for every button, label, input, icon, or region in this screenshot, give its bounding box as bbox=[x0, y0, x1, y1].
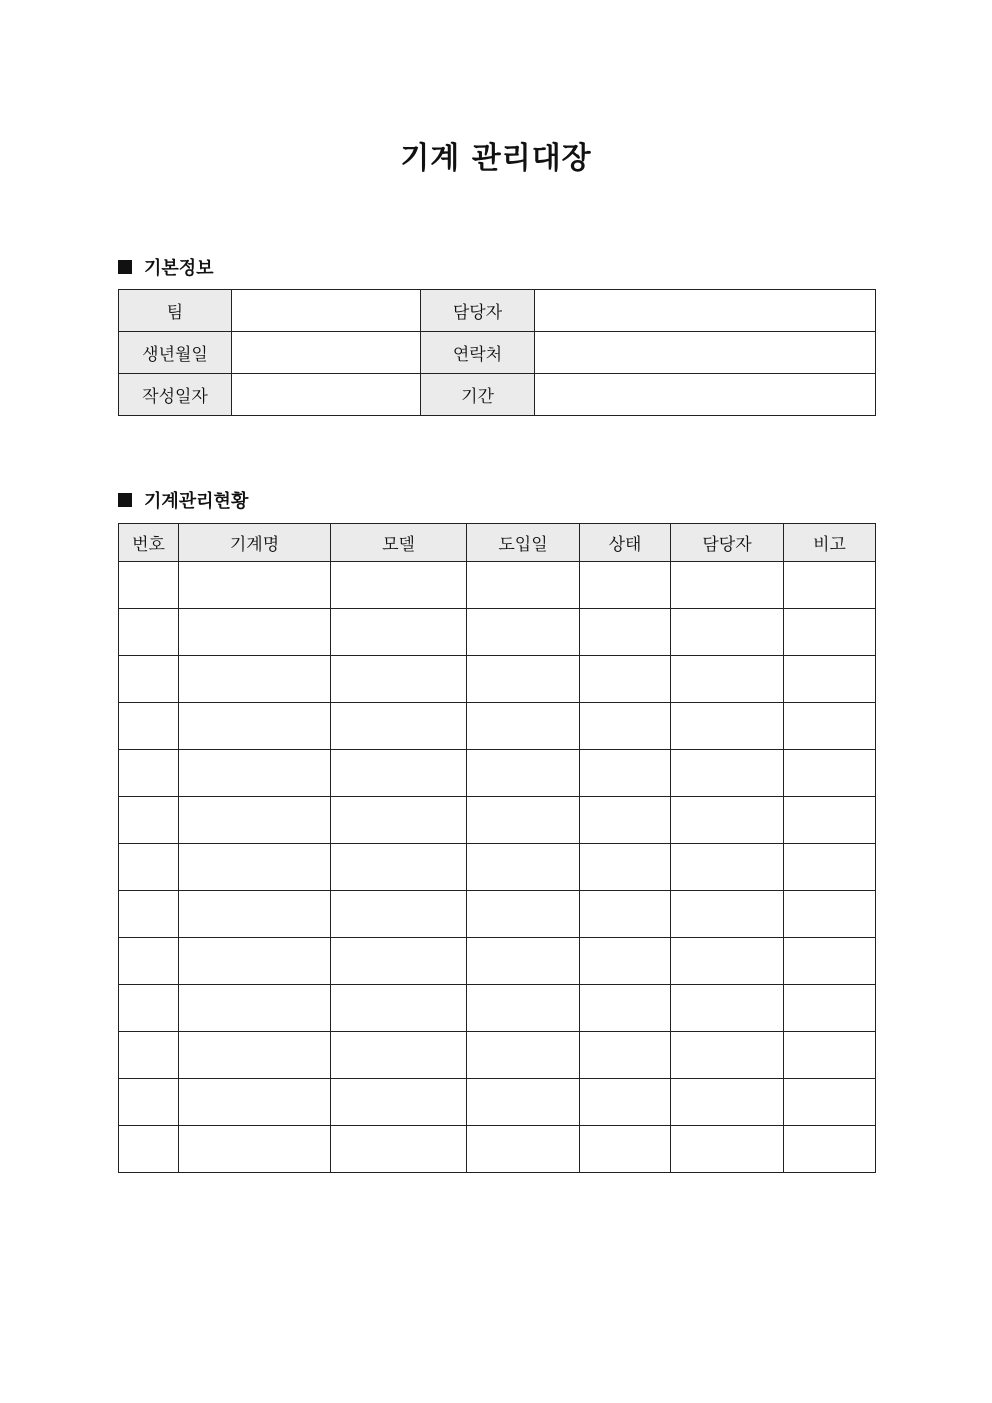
management-heading-label: 기계관리현황 bbox=[144, 491, 249, 512]
table-row bbox=[119, 609, 876, 656]
table-cell[interactable] bbox=[784, 609, 876, 656]
info-value-field[interactable] bbox=[232, 374, 421, 416]
table-cell[interactable] bbox=[467, 985, 580, 1032]
table-cell[interactable] bbox=[119, 1079, 179, 1126]
info-row bbox=[119, 290, 876, 332]
table-cell[interactable] bbox=[119, 750, 179, 797]
table-cell[interactable] bbox=[119, 985, 179, 1032]
column-header: 기계명 bbox=[179, 524, 331, 562]
info-value-field[interactable] bbox=[535, 290, 876, 332]
table-cell[interactable] bbox=[580, 985, 671, 1032]
info-row bbox=[119, 374, 876, 416]
table-cell[interactable] bbox=[119, 609, 179, 656]
table-cell[interactable] bbox=[467, 844, 580, 891]
table-row bbox=[119, 1079, 876, 1126]
table-cell[interactable] bbox=[784, 938, 876, 985]
table-cell[interactable] bbox=[784, 562, 876, 609]
table-cell[interactable] bbox=[784, 891, 876, 938]
table-cell[interactable] bbox=[467, 1032, 580, 1079]
table-row bbox=[119, 797, 876, 844]
table-cell[interactable] bbox=[179, 1032, 331, 1079]
table-cell[interactable] bbox=[179, 703, 331, 750]
table-cell[interactable] bbox=[467, 609, 580, 656]
square-bullet-icon bbox=[118, 260, 132, 274]
table-cell[interactable] bbox=[671, 750, 784, 797]
table-cell[interactable] bbox=[784, 1079, 876, 1126]
table-cell[interactable] bbox=[179, 609, 331, 656]
table-cell[interactable] bbox=[331, 1032, 467, 1079]
table-cell[interactable] bbox=[119, 844, 179, 891]
table-cell[interactable] bbox=[580, 656, 671, 703]
info-value-field[interactable] bbox=[232, 332, 421, 374]
basic-info-heading bbox=[118, 254, 214, 280]
table-row bbox=[119, 703, 876, 750]
page-title: 기계 관리대장 bbox=[400, 141, 592, 176]
table-cell[interactable] bbox=[179, 985, 331, 1032]
table-cell[interactable] bbox=[331, 703, 467, 750]
table-cell[interactable] bbox=[784, 1032, 876, 1079]
table-cell[interactable] bbox=[119, 562, 179, 609]
table-cell[interactable] bbox=[580, 891, 671, 938]
table-cell[interactable] bbox=[580, 703, 671, 750]
table-cell[interactable] bbox=[580, 562, 671, 609]
info-label: 팀 bbox=[119, 290, 232, 332]
square-bullet-icon bbox=[118, 493, 132, 507]
table-cell[interactable] bbox=[179, 797, 331, 844]
table-cell[interactable] bbox=[580, 1126, 671, 1173]
basic-info-heading-label: 기본정보 bbox=[144, 258, 214, 279]
column-header: 상태 bbox=[580, 524, 671, 562]
table-cell[interactable] bbox=[119, 891, 179, 938]
table-cell[interactable] bbox=[331, 609, 467, 656]
table-cell[interactable] bbox=[179, 750, 331, 797]
table-cell[interactable] bbox=[671, 562, 784, 609]
machine-management-table bbox=[118, 523, 876, 1173]
table-row bbox=[119, 656, 876, 703]
table-cell[interactable] bbox=[179, 844, 331, 891]
table-row bbox=[119, 844, 876, 891]
table-header-row bbox=[119, 524, 876, 562]
table-cell[interactable] bbox=[331, 797, 467, 844]
table-cell[interactable] bbox=[671, 609, 784, 656]
table-cell[interactable] bbox=[331, 844, 467, 891]
info-value-field[interactable] bbox=[535, 374, 876, 416]
table-cell[interactable] bbox=[467, 750, 580, 797]
column-header: 비고 bbox=[784, 524, 876, 562]
table-cell[interactable] bbox=[671, 938, 784, 985]
table-cell[interactable] bbox=[671, 1079, 784, 1126]
table-row bbox=[119, 750, 876, 797]
table-cell[interactable] bbox=[671, 656, 784, 703]
table-cell[interactable] bbox=[671, 891, 784, 938]
table-cell[interactable] bbox=[119, 938, 179, 985]
table-cell[interactable] bbox=[331, 656, 467, 703]
table-row bbox=[119, 562, 876, 609]
table-cell[interactable] bbox=[467, 797, 580, 844]
table-cell[interactable] bbox=[784, 656, 876, 703]
table-cell[interactable] bbox=[331, 750, 467, 797]
table-cell[interactable] bbox=[671, 844, 784, 891]
column-header: 도입일 bbox=[467, 524, 580, 562]
table-cell[interactable] bbox=[580, 750, 671, 797]
basic-info-table bbox=[118, 289, 876, 416]
table-cell[interactable] bbox=[179, 1079, 331, 1126]
table-row bbox=[119, 1032, 876, 1079]
table-cell[interactable] bbox=[671, 1032, 784, 1079]
column-header: 담당자 bbox=[671, 524, 784, 562]
column-header: 번호 bbox=[119, 524, 179, 562]
table-cell[interactable] bbox=[119, 1032, 179, 1079]
table-cell[interactable] bbox=[331, 1126, 467, 1173]
table-row bbox=[119, 891, 876, 938]
table-cell[interactable] bbox=[671, 703, 784, 750]
table-cell[interactable] bbox=[467, 1079, 580, 1126]
table-cell[interactable] bbox=[784, 985, 876, 1032]
table-cell[interactable] bbox=[119, 797, 179, 844]
table-cell[interactable] bbox=[671, 1126, 784, 1173]
table-cell[interactable] bbox=[784, 797, 876, 844]
info-label: 담당자 bbox=[421, 290, 535, 332]
table-cell[interactable] bbox=[179, 891, 331, 938]
table-cell[interactable] bbox=[119, 656, 179, 703]
table-cell[interactable] bbox=[784, 1126, 876, 1173]
table-cell[interactable] bbox=[784, 703, 876, 750]
management-heading bbox=[118, 487, 248, 513]
table-cell[interactable] bbox=[179, 656, 331, 703]
table-cell[interactable] bbox=[467, 703, 580, 750]
table-cell[interactable] bbox=[671, 985, 784, 1032]
table-cell[interactable] bbox=[580, 938, 671, 985]
table-cell[interactable] bbox=[671, 797, 784, 844]
info-value-field[interactable] bbox=[535, 332, 876, 374]
table-cell[interactable] bbox=[467, 656, 580, 703]
info-label: 생년월일 bbox=[119, 332, 232, 374]
table-cell[interactable] bbox=[119, 703, 179, 750]
table-cell[interactable] bbox=[331, 1079, 467, 1126]
column-header: 모델 bbox=[331, 524, 467, 562]
info-label: 기간 bbox=[421, 374, 535, 416]
table-cell[interactable] bbox=[580, 797, 671, 844]
table-cell[interactable] bbox=[580, 844, 671, 891]
info-value-field[interactable] bbox=[232, 290, 421, 332]
table-cell[interactable] bbox=[179, 562, 331, 609]
table-row bbox=[119, 985, 876, 1032]
table-cell[interactable] bbox=[467, 891, 580, 938]
table-cell[interactable] bbox=[179, 1126, 331, 1173]
info-label: 작성일자 bbox=[119, 374, 232, 416]
table-cell[interactable] bbox=[331, 562, 467, 609]
table-cell[interactable] bbox=[580, 609, 671, 656]
table-row bbox=[119, 1126, 876, 1173]
table-cell[interactable] bbox=[467, 1126, 580, 1173]
table-cell[interactable] bbox=[784, 844, 876, 891]
info-label: 연락처 bbox=[421, 332, 535, 374]
table-cell[interactable] bbox=[119, 1126, 179, 1173]
table-cell[interactable] bbox=[331, 938, 467, 985]
table-cell[interactable] bbox=[467, 938, 580, 985]
table-cell[interactable] bbox=[580, 1079, 671, 1126]
table-cell[interactable] bbox=[784, 750, 876, 797]
table-row bbox=[119, 938, 876, 985]
table-cell[interactable] bbox=[179, 938, 331, 985]
table-cell[interactable] bbox=[331, 985, 467, 1032]
table-cell[interactable] bbox=[580, 1032, 671, 1079]
info-row bbox=[119, 332, 876, 374]
table-cell[interactable] bbox=[331, 891, 467, 938]
table-cell[interactable] bbox=[467, 562, 580, 609]
